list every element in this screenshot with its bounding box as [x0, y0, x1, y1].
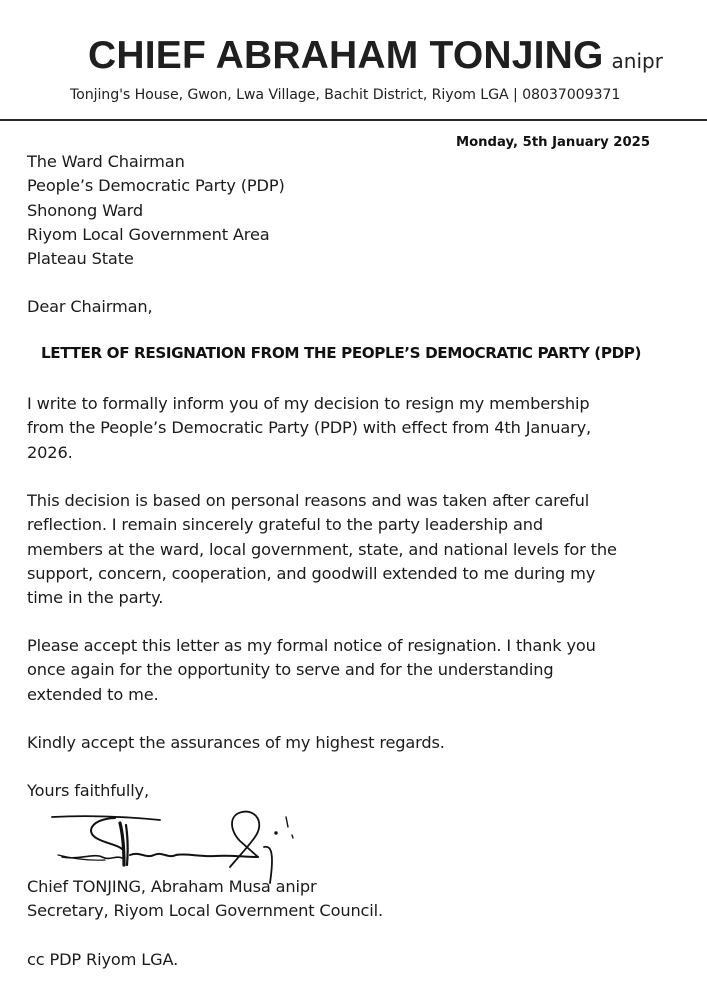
body-paragraph-3 — [27, 634, 677, 707]
paragraph-line: Please accept this letter as my formal notice of resignation. I thank you — [27, 636, 596, 655]
paragraph-line: reflection. I remain sincerely grateful to the party leadership and — [27, 515, 543, 535]
paragraph-line: members at the ward, local government, state, and national levels for the — [27, 539, 617, 559]
paragraph-line: 2026. — [27, 442, 73, 462]
paragraph-line: This decision is based on personal reasons and was taken after careful — [27, 491, 590, 510]
paragraph-line: support, concern, cooperation, and goodwill extended to me during my — [27, 563, 596, 583]
signatory-title: Secretary, Riyom Local Government Council. — [27, 901, 383, 921]
paragraph-line: extended to me. — [27, 684, 159, 704]
signatory-block — [27, 875, 383, 924]
recipient-line: Riyom Local Government Area — [27, 224, 270, 244]
recipient-line: Shonong Ward — [27, 200, 144, 220]
paragraph-line: Kindly accept the assurances of my highest regards. — [27, 733, 445, 752]
body-paragraph-2 — [27, 489, 677, 610]
letter-date: Monday, 5th January 2025 — [455, 135, 650, 150]
body-paragraph-4 — [27, 731, 677, 755]
recipient-address — [27, 150, 285, 271]
recipient-line: People’s Democratic Party (PDP) — [27, 176, 285, 196]
header-divider — [0, 119, 707, 121]
signatory-name: Chief TONJING, Abraham Musa anipr — [27, 877, 317, 896]
closing: Yours faithfully, — [27, 781, 149, 800]
salutation: Dear Chairman, — [27, 297, 153, 316]
letterhead-address: Tonjing's House, Gwon, Lwa Village, Bachit District, Riyom LGA | 08037009371 — [70, 87, 621, 103]
letterhead-name-suffix: anipr — [611, 49, 663, 73]
handwritten-signature-icon — [50, 805, 310, 885]
paragraph-line: from the People’s Democratic Party (PDP) with effect from 4th January, — [27, 418, 592, 438]
letterhead-name-block — [88, 34, 663, 78]
body-paragraph-1 — [27, 392, 677, 465]
subject-line: LETTER OF RESIGNATION FROM THE PEOPLE’S DEMOCRATIC PARTY (PDP) — [41, 344, 642, 362]
cc-line: cc PDP Riyom LGA. — [27, 950, 179, 969]
letterhead-name: CHIEF ABRAHAM TONJING — [88, 34, 604, 77]
paragraph-line: I write to formally inform you of my decision to resign my membership — [27, 394, 590, 413]
paragraph-line: time in the party. — [27, 588, 164, 608]
recipient-line: Plateau State — [27, 249, 134, 269]
paragraph-line: once again for the opportunity to serve and for the understanding — [27, 660, 554, 680]
recipient-line: The Ward Chairman — [27, 152, 185, 171]
